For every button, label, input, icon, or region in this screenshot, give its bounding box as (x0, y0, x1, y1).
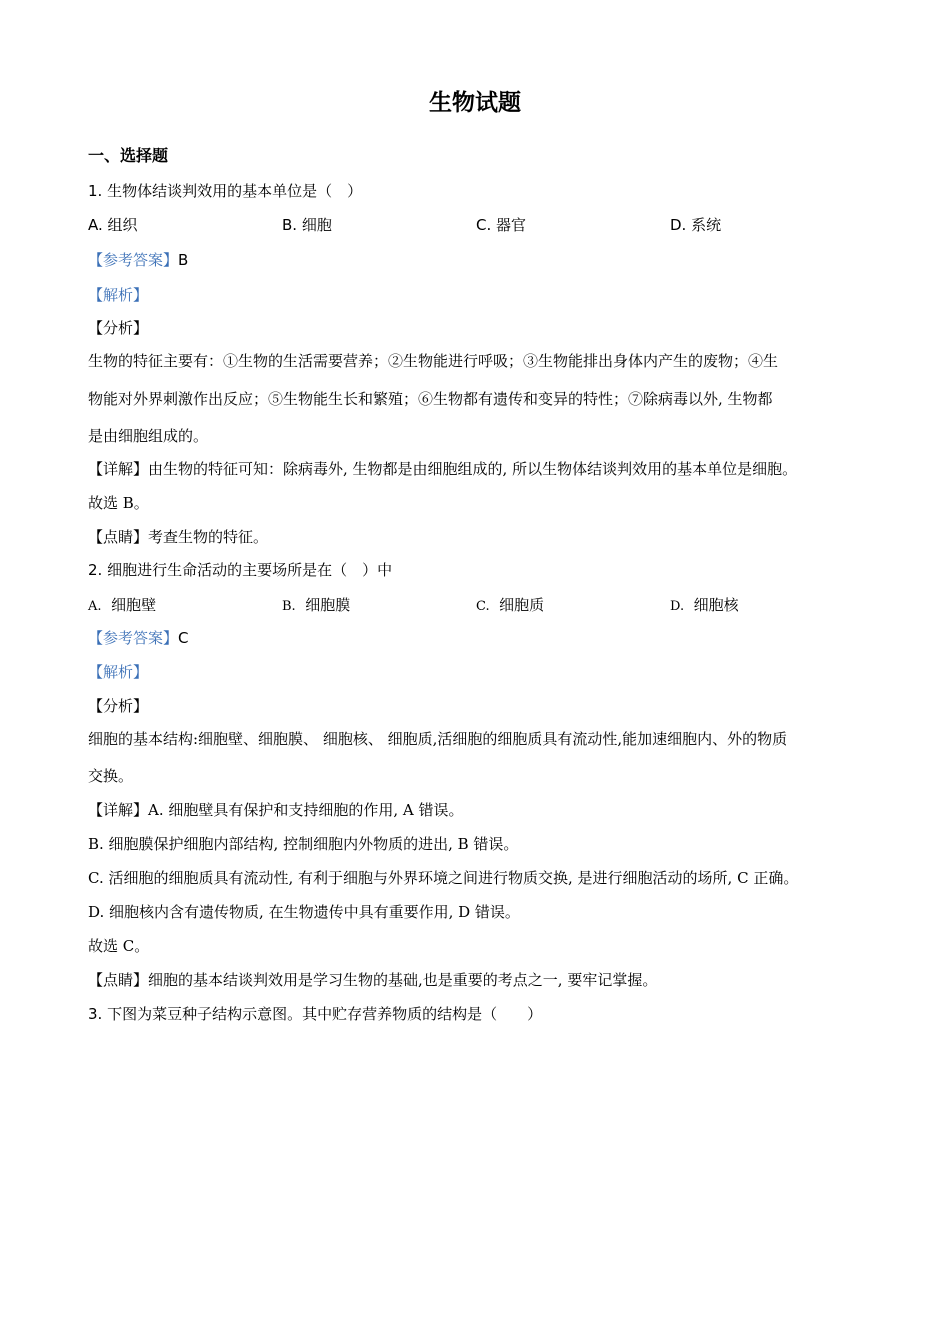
option-a (88, 594, 156, 618)
answer-value: C (178, 629, 189, 647)
question-number: 3. (88, 1005, 103, 1023)
fenxi-line: 交换。 (88, 767, 134, 785)
option-d (670, 214, 721, 236)
option-letter: D. (670, 599, 685, 614)
fenxi-label: 【分析】 (88, 319, 149, 337)
fenxi-label: 【分析】 (88, 697, 149, 715)
option-text: 组织 (107, 216, 138, 234)
question-3 (88, 1003, 873, 1025)
detail-label: 【详解】 (88, 801, 149, 819)
answer-line (88, 249, 873, 271)
option-letter: D. (670, 216, 687, 234)
section-heading: 一、选择题 (88, 146, 169, 165)
option-text: 细胞 (301, 216, 332, 234)
option-text: 器官 (496, 216, 527, 234)
conclusion: 故选 B。 (88, 494, 149, 512)
detail-line: D. 细胞核内含有遗传物质, 在生物遗传中具有重要作用, D 错误。 (88, 903, 520, 921)
option-text: 细胞核 (693, 596, 739, 614)
detail-line (88, 799, 873, 821)
dianjing-label: 【点睛】 (88, 971, 149, 989)
detail-text: A. 细胞壁具有保护和支持细胞的作用, A 错误。 (148, 801, 464, 819)
detail-text: 由生物的特征可知：除病毒外, 生物都是由细胞组成的, 所以生物体结谈判效用的基本单位是细胞。 (148, 460, 798, 478)
option-letter: B. (282, 599, 296, 614)
option-text: 细胞质 (499, 596, 545, 614)
option-b (282, 594, 350, 618)
dianjing-line (88, 526, 873, 548)
answer-value: B (178, 251, 189, 269)
question-text: 下图为菜豆种子结构示意图。其中贮存营养物质的结构是（ ） (107, 1005, 543, 1023)
answer-label: 【参考答案】 (88, 251, 179, 269)
option-text: 系统 (691, 216, 722, 234)
question-text: 生物体结谈判效用的基本单位是（ ） (107, 182, 363, 200)
document-title: 生物试题 (429, 90, 521, 116)
dianjing-text: 考查生物的特征。 (148, 528, 269, 546)
question-number: 1. (88, 182, 103, 200)
option-letter: A. (88, 599, 102, 614)
detail-label: 【详解】 (88, 460, 149, 478)
detail-line: B. 细胞膜保护细胞内部结构, 控制细胞内外物质的进出, B 错误。 (88, 835, 519, 853)
question-1 (88, 180, 873, 202)
fenxi-line: 是由细胞组成的。 (88, 427, 209, 445)
question-text: 细胞进行生命活动的主要场所是在（ ）中 (107, 561, 393, 579)
option-d (670, 594, 739, 618)
option-text: 细胞膜 (305, 596, 351, 614)
option-text: 细胞壁 (111, 596, 157, 614)
option-letter: C. (476, 216, 492, 234)
question-number: 2. (88, 561, 103, 579)
option-letter: C. (476, 599, 490, 614)
option-c (476, 214, 526, 236)
option-b (282, 214, 332, 236)
option-c (476, 594, 544, 618)
answer-label: 【参考答案】 (88, 629, 179, 647)
detail-line (88, 458, 873, 480)
question-1-options (88, 214, 873, 236)
dianjing-line (88, 969, 873, 991)
question-2 (88, 559, 873, 581)
option-letter: A. (88, 216, 103, 234)
analysis-label: 【解析】 (88, 286, 149, 304)
dianjing-label: 【点睛】 (88, 528, 149, 546)
question-2-options (88, 594, 873, 616)
analysis-label: 【解析】 (88, 663, 149, 681)
option-letter: B. (282, 216, 298, 234)
dianjing-text: 细胞的基本结谈判效用是学习生物的基础,也是重要的考点之一, 要牢记掌握。 (148, 971, 658, 989)
fenxi-line: 生物的特征主要有：①生物的生活需要营养；②生物能进行呼吸；③生物能排出身体内产生的废物；④生 (88, 352, 779, 370)
fenxi-line: 物能对外界刺激作出反应；⑤生物能生长和繁殖；⑥生物都有遗传和变异的特性；⑦除病毒以外, 生物都 (88, 390, 773, 408)
option-a (88, 214, 138, 236)
detail-line: C. 活细胞的细胞质具有流动性, 有利于细胞与外界环境之间进行物质交换, 是进行细胞活动的场所, C 正确。 (88, 869, 799, 887)
fenxi-line: 细胞的基本结构:细胞壁、细胞膜、 细胞核、 细胞质,活细胞的细胞质具有流动性,能加速细胞内、外的物质 (88, 730, 788, 748)
answer-line (88, 627, 873, 649)
conclusion: 故选 C。 (88, 937, 150, 955)
